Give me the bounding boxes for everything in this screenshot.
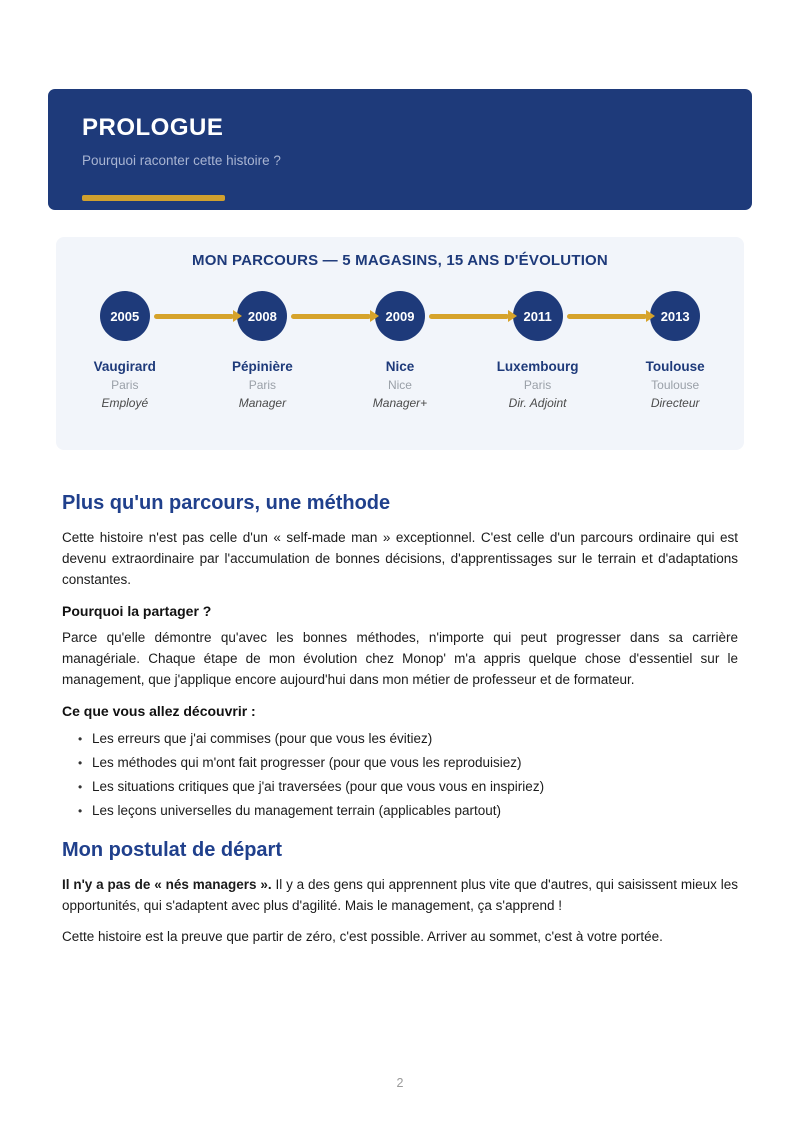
list-item: • Les situations critiques que j'ai traversées (pour que vous vous en inspiriez) bbox=[92, 775, 738, 799]
timeline-row bbox=[56, 291, 744, 410]
lead-rest-text: Il y a des gens qui apprennent plus vite que d'autres, qui saisissent mieux les opportunités, qui s'adaptent avec plus d'agilité. Mais le management, ça s'apprend ! bbox=[62, 877, 738, 913]
year-circle: 2005 bbox=[100, 291, 150, 341]
step-city: Paris bbox=[523, 378, 552, 392]
step-store: Luxembourg bbox=[496, 359, 579, 374]
step-city: Paris bbox=[111, 378, 139, 392]
timeline-title: MON PARCOURS — 5 MAGASINS, 15 ANS D'ÉVOLUTION bbox=[192, 252, 608, 269]
list-item: • Les méthodes qui m'ont fait progresser (pour que vous les reproduisiez) bbox=[92, 751, 738, 775]
step-city: Toulouse bbox=[651, 378, 700, 392]
year-circle: 2009 bbox=[375, 291, 425, 341]
step-store: Pépinière bbox=[232, 359, 293, 374]
header-subtitle: Pourquoi raconter cette histoire ? bbox=[82, 153, 281, 168]
lead-bold-text: Il n'y a pas de « nés managers ». bbox=[62, 877, 272, 892]
list-item: • Les leçons universelles du management terrain (applicables partout) bbox=[92, 799, 738, 823]
timeline-arrow-icon bbox=[154, 314, 234, 319]
paragraph: Parce qu'elle démontre qu'avec les bonnes méthodes, n'importe qui peut progresser dans sa carrière managériale. Chaque étape de mon évolution chez Monop' m'a appris quelque chose d'essentiel sur le management, que j'applique encore aujourd'hui dans mon métier de professeur et de formateur. bbox=[62, 630, 738, 687]
step-role: Employé bbox=[101, 396, 149, 410]
timeline-step bbox=[469, 291, 607, 410]
timeline-step bbox=[56, 291, 194, 410]
step-role: Manager bbox=[238, 396, 287, 410]
timeline-arrow-icon bbox=[429, 314, 509, 319]
accent-bar bbox=[82, 195, 225, 201]
year-circle: 2008 bbox=[237, 291, 287, 341]
timeline-arrow-icon bbox=[291, 314, 371, 319]
bullet-list bbox=[62, 727, 738, 823]
sub-heading: Ce que vous allez découvrir : bbox=[62, 703, 256, 719]
page-number: 2 bbox=[396, 1076, 404, 1090]
step-role: Dir. Adjoint bbox=[508, 396, 567, 410]
step-city: Paris bbox=[248, 378, 277, 392]
timeline-step bbox=[331, 291, 469, 410]
section-method bbox=[62, 492, 738, 823]
paragraph: Cette histoire est la preuve que partir de zéro, c'est possible. Arriver au sommet, c'est à votre portée. bbox=[62, 929, 663, 944]
timeline-arrow-icon bbox=[567, 314, 647, 319]
section-postulat bbox=[62, 839, 738, 947]
step-role: Manager+ bbox=[372, 396, 428, 410]
page-title: PROLOGUE bbox=[82, 114, 224, 141]
section-heading: Mon postulat de départ bbox=[62, 839, 282, 861]
timeline-step bbox=[606, 291, 744, 410]
timeline-panel bbox=[56, 237, 744, 450]
step-store: Nice bbox=[385, 359, 415, 374]
step-store: Toulouse bbox=[645, 359, 705, 374]
page-content bbox=[62, 492, 738, 947]
year-circle: 2011 bbox=[513, 291, 563, 341]
step-city: Nice bbox=[387, 378, 412, 392]
step-store: Vaugirard bbox=[93, 359, 156, 374]
step-role: Directeur bbox=[650, 396, 700, 410]
list-item: • Les erreurs que j'ai commises (pour que vous les évitiez) bbox=[92, 727, 738, 751]
paragraph bbox=[62, 874, 738, 916]
year-circle: 2013 bbox=[650, 291, 700, 341]
prologue-header bbox=[48, 89, 752, 210]
sub-heading: Pourquoi la partager ? bbox=[62, 603, 212, 619]
section-heading: Plus qu'un parcours, une méthode bbox=[62, 492, 391, 514]
paragraph: Cette histoire n'est pas celle d'un « self-made man » exceptionnel. C'est celle d'un parcours ordinaire qui est devenu extraordinaire par l'accumulation de bonnes décisions, d'apprentissages sur le terrain et d'adaptations constantes. bbox=[62, 530, 738, 587]
timeline-step bbox=[194, 291, 332, 410]
